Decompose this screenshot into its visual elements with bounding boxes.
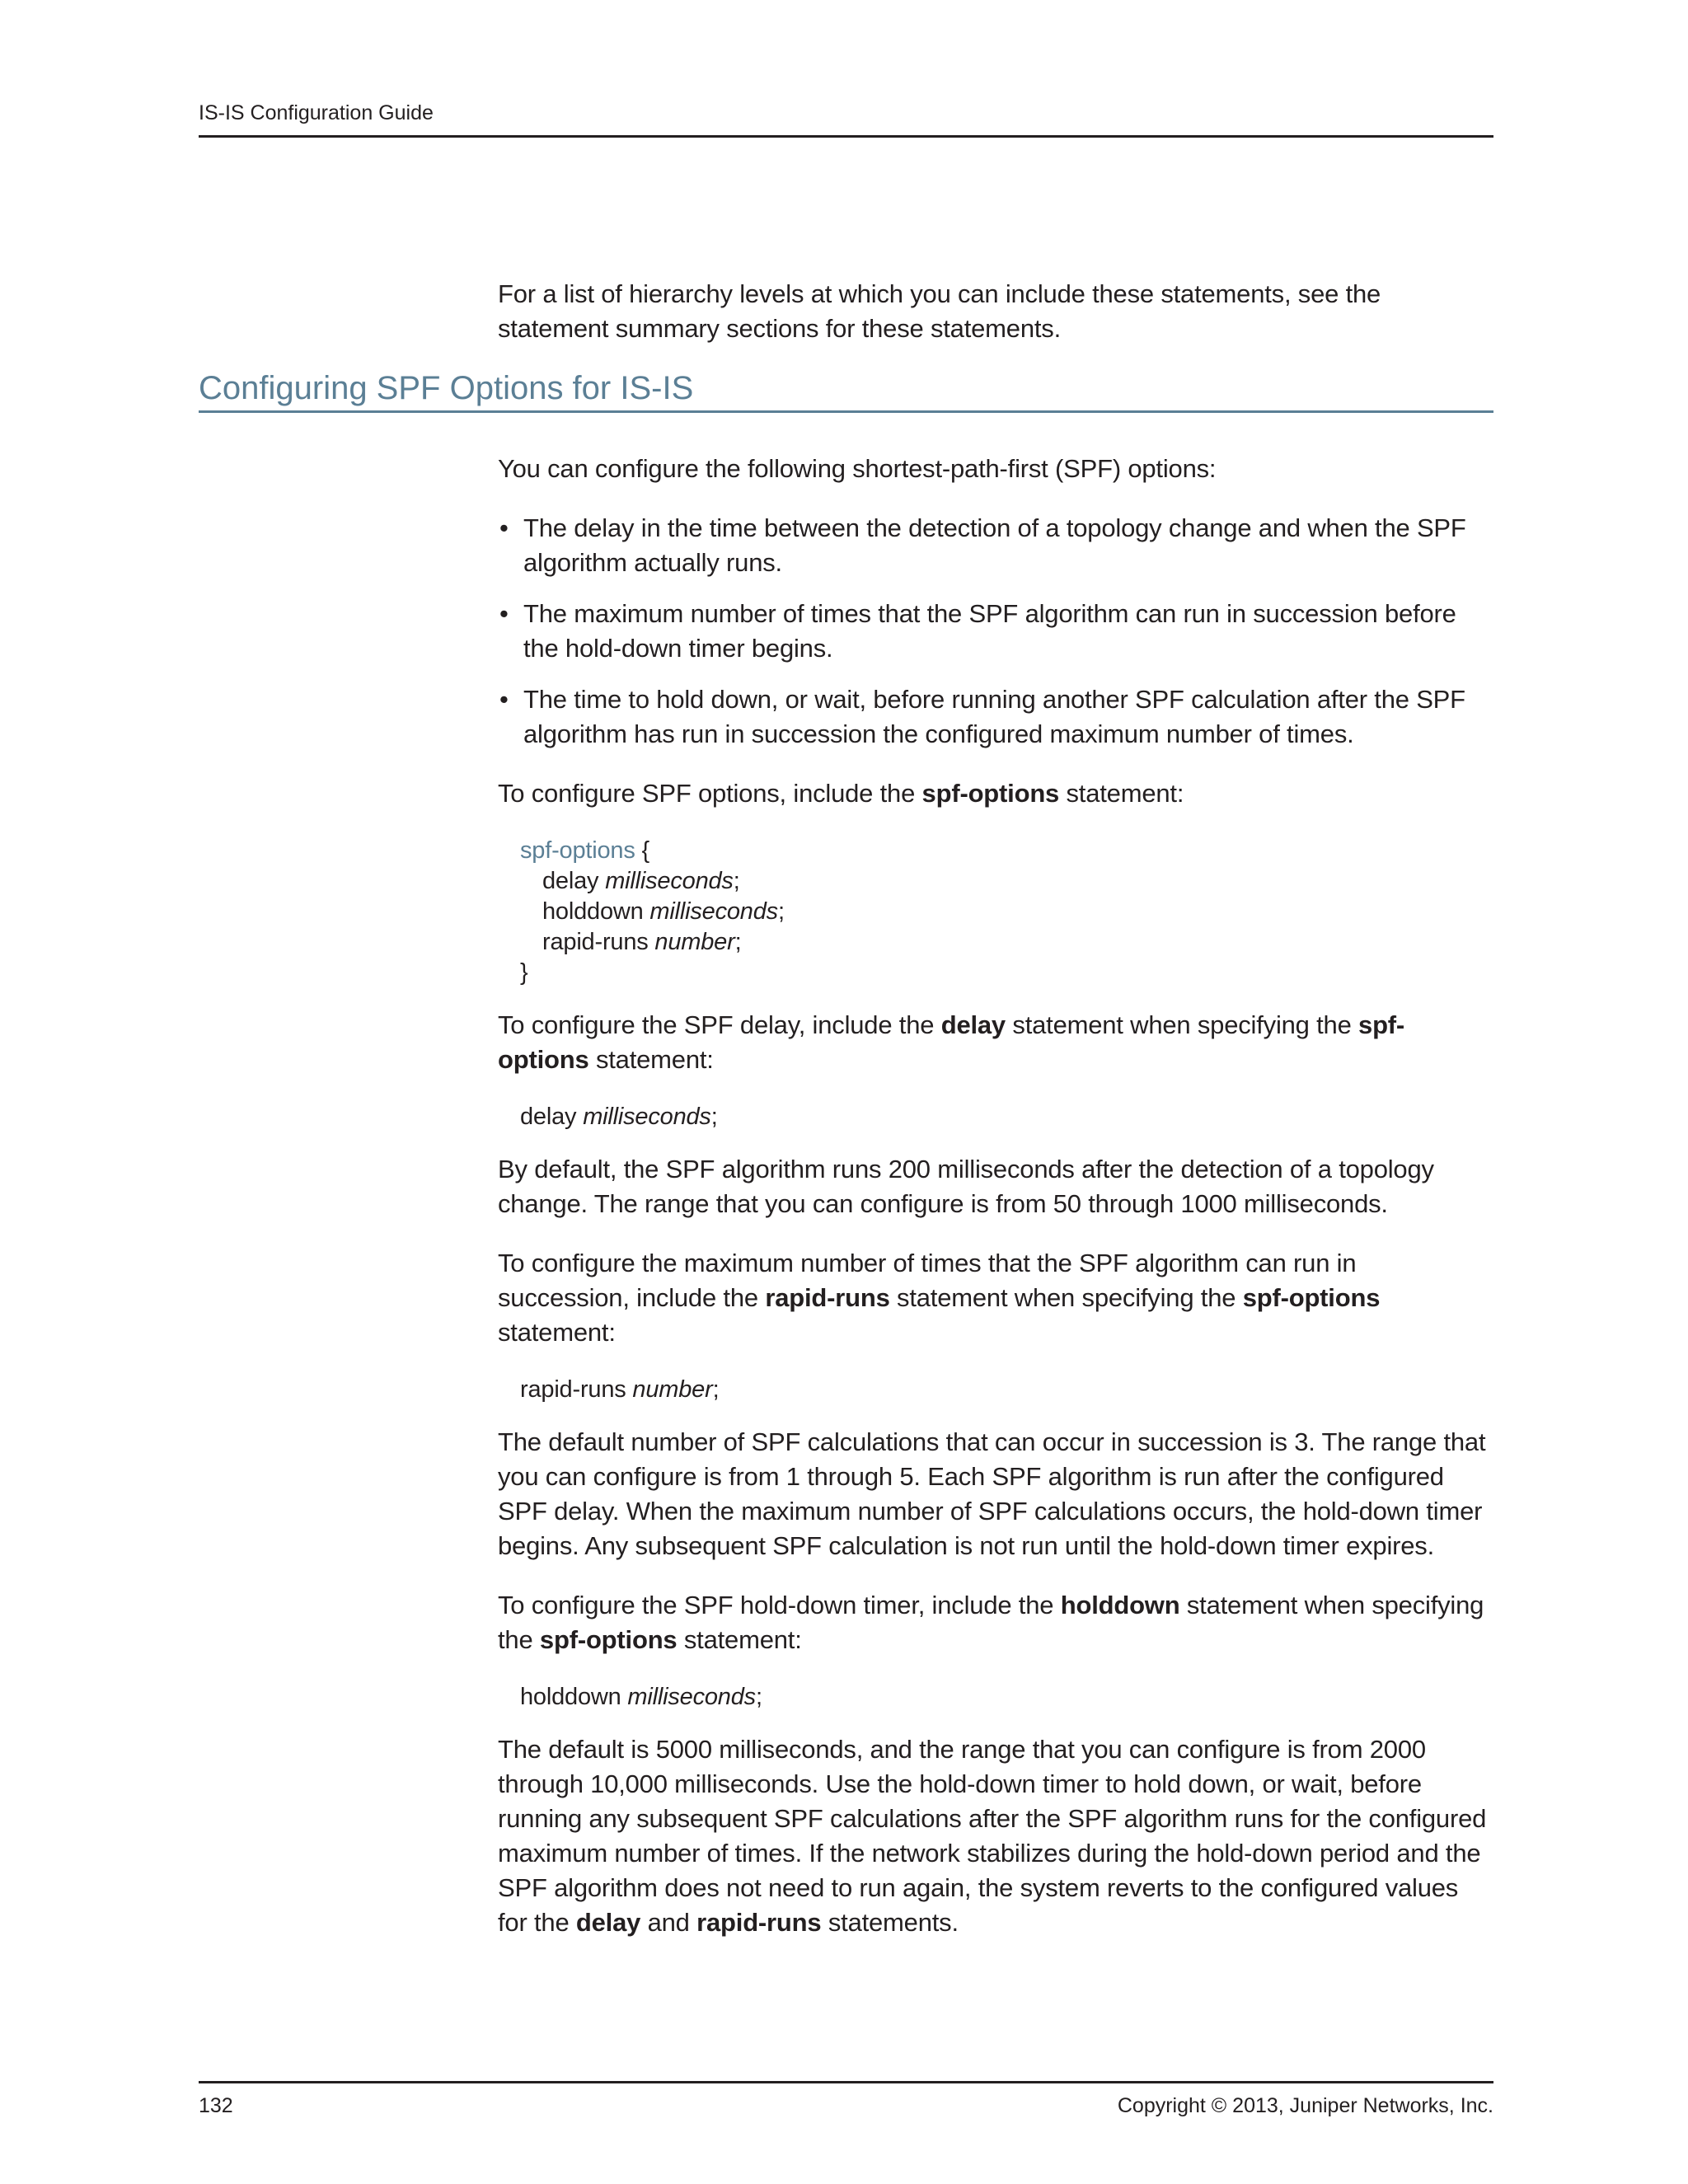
delay-code-snippet: delay milliseconds; bbox=[520, 1104, 718, 1130]
bullet-icon: • bbox=[499, 599, 509, 628]
list-item: • The delay in the time between the detection of a topology change and when the SPF algorithm actually runs. bbox=[498, 511, 1493, 580]
spf-options-code-block: spf-options { delay milliseconds; holddown milliseconds; rapid-runs number; } bbox=[498, 836, 1493, 988]
options-intro-paragraph: You can configure the following shortest-path-first (SPF) options: bbox=[498, 454, 1217, 483]
code-line-rapid-runs: rapid-runs number; bbox=[542, 929, 742, 955]
holddown-default-paragraph: The default is 5000 milliseconds, and the range that you can configure is from 2000 through 10,000 milliseconds. Use the hold-down timer to hold down, or wait, before running any subsequent SPF calculations after the SPF algorithm runs for the configured maximum number of times. If the network stabilizes during the hold-down period and the SPF algorithm does not need to run again, the system reverts to the configured values for the delay and rapid-runs statements. bbox=[498, 1735, 1487, 1937]
code-line-delay: delay milliseconds; bbox=[542, 868, 740, 894]
spf-options-code-keyword: spf-options bbox=[520, 837, 635, 864]
intro-paragraph: For a list of hierarchy levels at which you can include these statements, see the statement summary sections for these statements. bbox=[498, 279, 1381, 343]
body-content bbox=[498, 277, 1493, 1965]
copyright-notice: Copyright © 2013, Juniper Networks, Inc. bbox=[1117, 2094, 1493, 2117]
bullet-icon: • bbox=[499, 685, 509, 714]
spf-options-keyword: spf-options bbox=[921, 779, 1060, 808]
page-number: 132 bbox=[199, 2094, 233, 2117]
rapid-runs-code-snippet: rapid-runs number; bbox=[520, 1376, 720, 1403]
list-item: • The maximum number of times that the SPF algorithm can run in succession before the hold-down timer begins. bbox=[498, 597, 1493, 666]
rapid-runs-default-paragraph: The default number of SPF calculations that can occur in succession is 3. The range that you can configure is from 1 through 5. Each SPF algorithm is run after the configured SPF delay. When the maximum number of SPF calculations occurs, the hold-down timer begins. Any subsequent SPF calculation is not run until the hold-down timer expires. bbox=[498, 1427, 1486, 1560]
spf-options-list bbox=[498, 511, 1493, 752]
code-line-holddown: holddown milliseconds; bbox=[542, 898, 785, 925]
holddown-paragraph: To configure the SPF hold-down timer, include the holddown statement when specifying the spf-options statement: bbox=[498, 1591, 1484, 1654]
bullet-icon: • bbox=[499, 513, 509, 542]
holddown-code-snippet: holddown milliseconds; bbox=[520, 1684, 762, 1710]
delay-default-paragraph: By default, the SPF algorithm runs 200 milliseconds after the detection of a topology change. The range that you can configure is from 50 through 1000 milliseconds. bbox=[498, 1155, 1434, 1218]
page-header bbox=[199, 101, 1493, 138]
rapid-runs-paragraph: To configure the maximum number of times that the SPF algorithm can run in succession, include the rapid-runs statement when specifying the spf-options statement: bbox=[498, 1249, 1381, 1347]
delay-paragraph: To configure the SPF delay, include the delay statement when specifying the spf-options statement: bbox=[498, 1010, 1405, 1074]
configure-paragraph: To configure SPF options, include the spf-options statement: bbox=[498, 779, 1184, 808]
running-header-title: IS-IS Configuration Guide bbox=[199, 101, 434, 124]
page-footer bbox=[199, 2081, 1493, 2118]
list-item: • The time to hold down, or wait, before running another SPF calculation after the SPF algorithm has run in succession the configured maximum number of times. bbox=[498, 682, 1493, 752]
section-title: Configuring SPF Options for IS-IS bbox=[199, 370, 694, 406]
heading-spacer bbox=[498, 371, 1493, 452]
